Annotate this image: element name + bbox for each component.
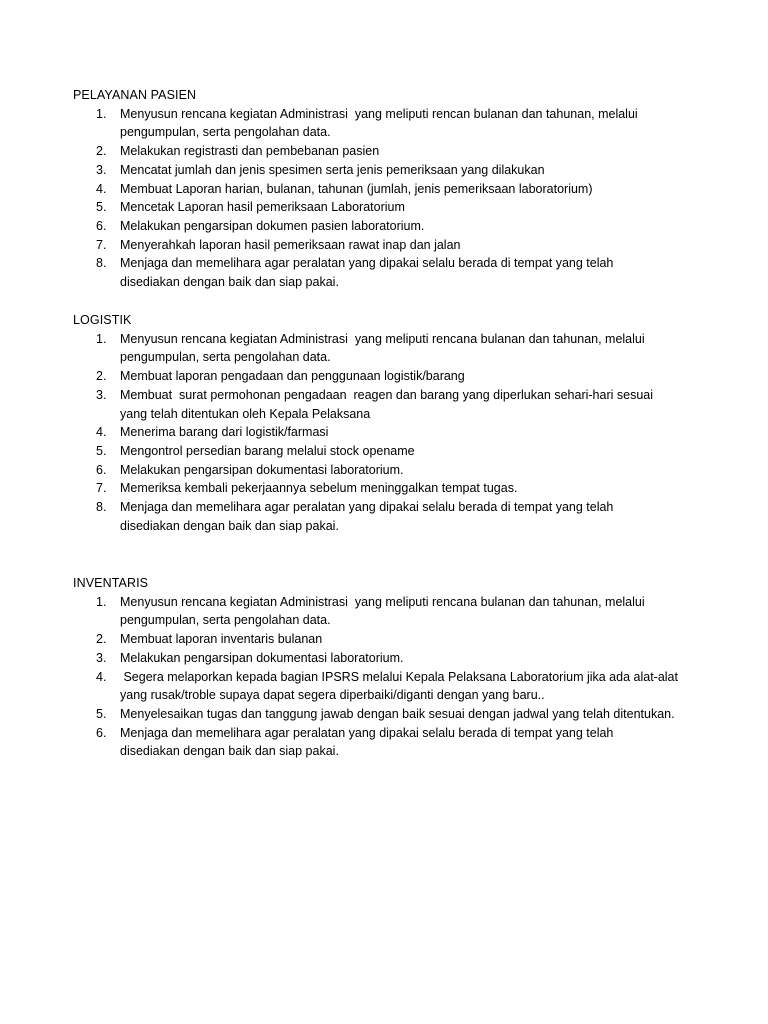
list-item-text: pengumpulan, serta pengolahan data. xyxy=(120,613,331,628)
list-item-text: Menyusun rencana kegiatan Administrasi yang meliputi rencana bulanan dan tahunan, melalui xyxy=(120,594,645,609)
list-item-text: Membuat laporan inventaris bulanan xyxy=(120,632,323,647)
list-item-number: 5. xyxy=(96,443,107,458)
list-item-text: Menyusun rencana kegiatan Administrasi yang meliputi rencana bulanan dan tahunan, melalui xyxy=(120,331,645,346)
list-item xyxy=(73,423,713,442)
list-item-text: Menjaga dan memelihara agar peralatan yang dipakai selalu berada di tempat yang telah xyxy=(120,725,614,740)
list-item-text: Membuat laporan pengadaan dan penggunaan logistik/barang xyxy=(120,369,465,384)
list-item-text: Mencetak Laporan hasil pemeriksaan Laboratorium xyxy=(120,200,405,215)
list-item xyxy=(73,724,713,761)
list-item-text: disediakan dengan baik dan siap pakai. xyxy=(120,518,339,533)
list-item xyxy=(73,142,713,161)
list-item-text: Menyerahkah laporan hasil pemeriksaan rawat inap dan jalan xyxy=(120,237,461,252)
section-logistik xyxy=(73,311,713,535)
list-item-number: 6. xyxy=(96,462,107,477)
list-item-text: Melakukan pengarsipan dokumentasi laboratorium. xyxy=(120,650,404,665)
list-item-text: Menerima barang dari logistik/farmasi xyxy=(120,425,329,440)
list-item-text: Membuat Laporan harian, bulanan, tahunan (jumlah, jenis pemeriksaan laboratorium) xyxy=(120,181,593,196)
list-item-text: Mencatat jumlah dan jenis spesimen serta jenis pemeriksaan yang dilakukan xyxy=(120,162,545,177)
list-item-text: Segera melaporkan kepada bagian IPSRS melalui Kepala Pelaksana Laboratorium jika ada alat-alat xyxy=(120,669,678,684)
list-item-text: pengumpulan, serta pengolahan data. xyxy=(120,350,331,365)
list-item-text: Melakukan pengarsipan dokumen pasien laboratorium. xyxy=(120,218,425,233)
list-item xyxy=(73,649,713,668)
list-item xyxy=(73,367,713,386)
list-item-number: 3. xyxy=(96,162,107,177)
list-item xyxy=(73,236,713,255)
list-item-text: Menyelesaikan tugas dan tanggung jawab dengan baik sesuai dengan jadwal yang telah ditentukan. xyxy=(120,706,675,721)
list-item-number: 4. xyxy=(96,181,107,196)
list-item-number: 6. xyxy=(96,218,107,233)
list-item xyxy=(73,461,713,480)
list-item-text: yang rusak/troble supaya dapat segera diperbaiki/diganti dengan yang baru.. xyxy=(120,688,545,703)
list-item-number: 1. xyxy=(96,331,107,346)
list-item xyxy=(73,180,713,199)
list-item xyxy=(73,254,713,291)
list-item xyxy=(73,593,713,630)
task-list xyxy=(73,105,713,292)
list-item xyxy=(73,442,713,461)
list-item xyxy=(73,668,713,705)
list-item-number: 4. xyxy=(96,425,107,440)
list-item-text: Membuat surat permohonan pengadaan reagen dan barang yang diperlukan sehari-hari sesuai xyxy=(120,387,653,402)
task-list xyxy=(73,593,713,761)
list-item-number: 3. xyxy=(96,387,107,402)
section-pelayanan-pasien xyxy=(73,86,713,292)
list-item-number: 8. xyxy=(96,256,107,271)
list-item-text: Menjaga dan memelihara agar peralatan yang dipakai selalu berada di tempat yang telah xyxy=(120,256,614,271)
list-item xyxy=(73,630,713,649)
list-item-text: Mengontrol persedian barang melalui stock opename xyxy=(120,443,415,458)
list-item-number: 7. xyxy=(96,481,107,496)
list-item xyxy=(73,705,713,724)
list-item-text: yang telah ditentukan oleh Kepala Pelaksana xyxy=(120,406,371,421)
list-item xyxy=(73,479,713,498)
list-item-number: 3. xyxy=(96,650,107,665)
list-item xyxy=(73,161,713,180)
list-item xyxy=(73,217,713,236)
list-item xyxy=(73,105,713,142)
list-item xyxy=(73,386,713,423)
list-item-text: Melakukan registrasti dan pembebanan pasien xyxy=(120,144,380,159)
list-item-text: pengumpulan, serta pengolahan data. xyxy=(120,125,331,140)
list-item-number: 1. xyxy=(96,594,107,609)
list-item-text: Menjaga dan memelihara agar peralatan yang dipakai selalu berada di tempat yang telah xyxy=(120,500,614,515)
list-item-number: 5. xyxy=(96,200,107,215)
list-item-number: 1. xyxy=(96,106,107,121)
list-item-text: Menyusun rencana kegiatan Administrasi yang meliputi rencan bulanan dan tahunan, melalui xyxy=(120,106,638,121)
list-item-number: 5. xyxy=(96,706,107,721)
list-item xyxy=(73,498,713,535)
section-inventaris xyxy=(73,574,713,761)
list-item xyxy=(73,330,713,367)
task-list xyxy=(73,330,713,536)
list-item-number: 2. xyxy=(96,632,107,647)
list-item-number: 2. xyxy=(96,369,107,384)
list-item xyxy=(73,198,713,217)
list-item-number: 8. xyxy=(96,500,107,515)
list-item-number: 6. xyxy=(96,725,107,740)
list-item-number: 7. xyxy=(96,237,107,252)
section-heading: LOGISTIK xyxy=(73,313,132,327)
section-heading: INVENTARIS xyxy=(73,576,149,590)
list-item-text: disediakan dengan baik dan siap pakai. xyxy=(120,275,339,290)
list-item-number: 2. xyxy=(96,144,107,159)
list-item-text: Melakukan pengarsipan dokumentasi laboratorium. xyxy=(120,462,404,477)
list-item-number: 4. xyxy=(96,669,107,684)
list-item-text: Memeriksa kembali pekerjaannya sebelum meninggalkan tempat tugas. xyxy=(120,481,518,496)
section-heading: PELAYANAN PASIEN xyxy=(73,88,197,102)
list-item-text: disediakan dengan baik dan siap pakai. xyxy=(120,744,339,759)
